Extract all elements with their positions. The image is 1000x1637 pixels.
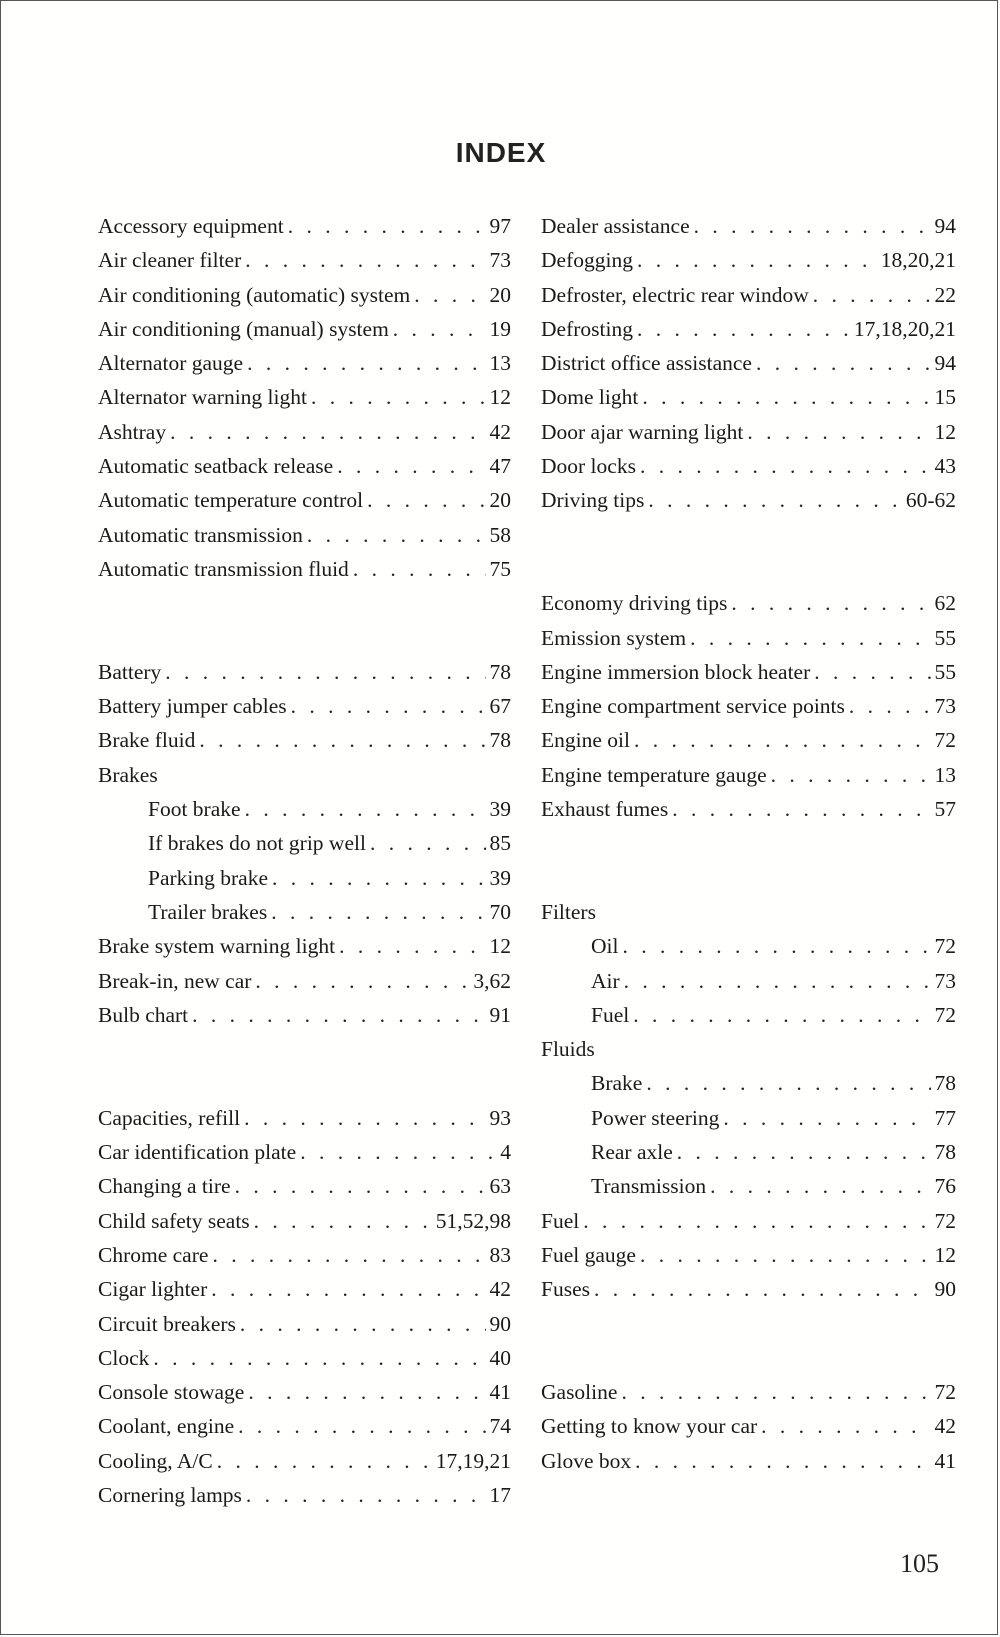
index-term: Automatic seatback release	[98, 454, 334, 479]
dot-leader	[646, 1066, 930, 1100]
index-page-ref: 4	[500, 1140, 511, 1165]
index-entry	[541, 415, 956, 449]
dot-leader	[771, 758, 931, 792]
index-entry	[98, 1307, 511, 1341]
dot-leader	[756, 346, 931, 380]
index-entry	[98, 1135, 511, 1169]
index-term: Economy driving tips	[541, 591, 728, 616]
index-term: Car identification plate	[98, 1140, 297, 1165]
dot-leader	[731, 586, 930, 620]
dot-leader	[370, 826, 486, 860]
index-entry	[98, 278, 511, 312]
index-heading	[541, 895, 956, 929]
dot-leader	[583, 1204, 930, 1238]
index-subentry	[541, 998, 956, 1032]
index-page-ref: 51,52,98	[435, 1208, 511, 1233]
page-title: INDEX	[455, 137, 547, 168]
index-page-ref: 72	[934, 1208, 956, 1233]
index-term: Door locks	[541, 454, 636, 479]
dot-leader	[211, 1272, 485, 1306]
index-term: Brake fluid	[98, 728, 196, 753]
index-term: Dome light	[541, 385, 639, 410]
index-term: Defroster, electric rear window	[541, 282, 809, 307]
index-term: Fluids	[541, 1037, 595, 1062]
index-page-ref: 94	[934, 214, 956, 238]
index-term: Fuel gauge	[541, 1242, 636, 1267]
index-page-ref: 57	[934, 797, 956, 822]
index-page-ref: 73	[489, 248, 511, 273]
dot-leader	[311, 380, 486, 414]
index-spacer	[98, 1066, 511, 1100]
index-page-ref: 85	[489, 831, 511, 856]
index-term: Clock	[98, 1345, 150, 1370]
index-entry	[98, 483, 511, 517]
index-page-ref: 60-62	[905, 488, 956, 513]
dot-leader	[254, 1204, 432, 1238]
index-term: Air cleaner filter	[98, 248, 242, 273]
index-term: Dealer assistance	[541, 214, 690, 238]
index-entry	[541, 243, 956, 277]
dot-leader	[300, 1135, 496, 1169]
index-term: Automatic temperature control	[98, 488, 364, 513]
dot-leader	[244, 1101, 485, 1135]
dot-leader	[813, 278, 931, 312]
dot-leader	[761, 1409, 930, 1443]
dot-leader	[337, 449, 485, 483]
index-entry	[541, 1409, 956, 1443]
dot-leader	[622, 929, 930, 963]
index-entry	[98, 1169, 511, 1203]
index-page-ref: 39	[489, 865, 511, 890]
index-page-ref: 40	[489, 1345, 511, 1370]
index-entry	[98, 689, 511, 723]
dot-leader	[247, 346, 485, 380]
index-page-ref: 78	[934, 1140, 956, 1165]
index-term: Changing a tire	[98, 1174, 231, 1199]
index-term: Defrosting	[541, 316, 633, 341]
index-term: Door ajar warning light	[541, 419, 744, 444]
index-entry	[541, 655, 956, 689]
index-term: Air conditioning (automatic) system	[98, 282, 411, 307]
index-entry	[541, 380, 956, 414]
index-term: Fuel	[591, 1002, 630, 1027]
dot-leader	[648, 483, 902, 517]
index-term: Engine compartment service points	[541, 694, 845, 719]
index-subentry	[98, 792, 511, 826]
index-entry	[98, 346, 511, 380]
index-entry	[541, 723, 956, 757]
dot-leader	[672, 792, 930, 826]
index-term: Circuit breakers	[98, 1311, 236, 1336]
index-page-ref: 12	[489, 934, 511, 959]
index-term: Automatic transmission	[98, 522, 303, 547]
dot-leader	[153, 1341, 485, 1375]
dot-leader	[849, 689, 931, 723]
index-entry	[541, 449, 956, 483]
index-term: Bulb chart	[98, 1002, 189, 1027]
dot-leader	[642, 380, 930, 414]
index-term: Brake	[591, 1071, 643, 1096]
index-page-ref: 72	[934, 1002, 956, 1027]
index-page-ref: 77	[934, 1105, 956, 1130]
index-term: Air conditioning (manual) system	[98, 316, 389, 341]
index-page-ref: 13	[934, 762, 956, 787]
index-entry	[98, 1238, 511, 1272]
index-page-ref: 12	[489, 385, 511, 410]
index-page-ref: 83	[489, 1242, 511, 1267]
index-entry	[541, 689, 956, 723]
index-entry	[98, 964, 511, 998]
index-term: Brake system warning light	[98, 934, 336, 959]
dot-leader	[235, 1169, 486, 1203]
index-term: Fuses	[541, 1277, 590, 1302]
index-term: Glove box	[541, 1448, 632, 1473]
index-page-ref: 20	[489, 488, 511, 513]
index-subentry	[541, 1169, 956, 1203]
index-term: Power steering	[591, 1105, 720, 1130]
dot-leader	[245, 243, 485, 277]
index-entry	[98, 1409, 511, 1443]
index-term: Driving tips	[541, 488, 645, 513]
dot-leader	[640, 449, 931, 483]
index-page-ref: 75	[489, 556, 511, 581]
index-entry	[541, 1272, 956, 1306]
index-term: Rear axle	[591, 1140, 673, 1165]
index-term: Oil	[591, 934, 619, 959]
index-subentry	[541, 1135, 956, 1169]
index-page-ref: 22	[934, 282, 956, 307]
index-term: Alternator warning light	[98, 385, 307, 410]
dot-leader	[621, 1375, 930, 1409]
index-page-ref: 78	[934, 1071, 956, 1096]
index-entry	[541, 346, 956, 380]
index-term: Cornering lamps	[98, 1482, 242, 1507]
index-subentry	[98, 826, 511, 860]
index-spacer	[541, 1341, 956, 1375]
index-subentry	[541, 929, 956, 963]
index-page-ref: 17,19,21	[435, 1448, 511, 1473]
index-page-ref: 3,62	[473, 968, 511, 993]
index-spacer	[98, 586, 511, 620]
index-entry	[541, 1444, 956, 1478]
index-entry	[541, 758, 956, 792]
index-page-ref: 18,20,21	[880, 248, 956, 273]
index-term: Battery	[98, 659, 162, 684]
index-entry	[98, 998, 511, 1032]
index-page-ref: 47	[489, 454, 511, 479]
index-entry	[98, 1341, 511, 1375]
index-term: District office assistance	[541, 351, 752, 376]
index-term: Gasoline	[541, 1380, 618, 1405]
dot-leader	[240, 1307, 486, 1341]
index-entry	[541, 1238, 956, 1272]
dot-leader	[694, 209, 931, 243]
index-entry	[541, 278, 956, 312]
index-page-ref: 91	[489, 1002, 511, 1027]
dot-leader	[814, 655, 930, 689]
index-term: Brakes	[98, 762, 158, 787]
index-page-ref: 90	[934, 1277, 956, 1302]
dot-leader	[723, 1101, 930, 1135]
index-entry	[98, 1375, 511, 1409]
dot-leader	[170, 415, 485, 449]
index-term: Child safety seats	[98, 1208, 250, 1233]
dot-leader	[594, 1272, 931, 1306]
index-page-ref: 63	[489, 1174, 511, 1199]
index-entry	[541, 1204, 956, 1238]
index-term: Parking brake	[148, 865, 269, 890]
index-subentry	[98, 861, 511, 895]
index-entry	[541, 586, 956, 620]
dot-leader	[635, 1444, 930, 1478]
index-page-ref: 42	[934, 1414, 956, 1439]
index-page-ref: 20	[489, 282, 511, 307]
index-page-ref: 94	[934, 351, 956, 376]
dot-leader	[272, 861, 485, 895]
index-page-ref: 74	[489, 1414, 511, 1439]
index-entry	[98, 1101, 511, 1135]
dot-leader	[367, 483, 485, 517]
index-column-left	[98, 209, 511, 1512]
index-page-ref: 19	[489, 316, 511, 341]
index-entry	[541, 209, 956, 243]
dot-leader	[199, 723, 485, 757]
index-term: Air	[591, 968, 620, 993]
index-page-ref: 97	[489, 214, 511, 238]
index-page-ref: 76	[934, 1174, 956, 1199]
index-term: Alternator gauge	[98, 351, 244, 376]
index-entry	[541, 621, 956, 655]
page-number: 105	[900, 1549, 939, 1578]
index-page-ref: 55	[934, 625, 956, 650]
index-term: Exhaust fumes	[541, 797, 669, 822]
index-page-ref: 73	[934, 694, 956, 719]
index-entry	[541, 312, 956, 346]
dot-leader	[710, 1169, 930, 1203]
dot-leader	[640, 1238, 931, 1272]
dot-leader	[747, 415, 930, 449]
index-term: Engine temperature gauge	[541, 762, 767, 787]
index-page-ref: 67	[489, 694, 511, 719]
index-subentry	[541, 1101, 956, 1135]
dot-leader	[690, 621, 930, 655]
index-entry	[98, 1444, 511, 1478]
index-spacer	[541, 552, 956, 586]
index-spacer	[541, 861, 956, 895]
dot-leader	[353, 552, 486, 586]
index-term: Break-in, new car	[98, 968, 252, 993]
index-term: Coolant, engine	[98, 1414, 235, 1439]
index-page-ref: 39	[489, 797, 511, 822]
index-entry	[98, 1204, 511, 1238]
index-heading	[541, 1032, 956, 1066]
index-term: Cigar lighter	[98, 1277, 208, 1302]
index-term: If brakes do not grip well	[148, 831, 366, 856]
index-subentry	[541, 964, 956, 998]
index-term: Getting to know your car	[541, 1414, 758, 1439]
index-page-ref: 90	[489, 1311, 511, 1336]
index-entry	[98, 655, 511, 689]
index-page-ref: 58	[489, 522, 511, 547]
index-entry	[98, 1272, 511, 1306]
index-entry	[98, 929, 511, 963]
index-page-ref: 72	[934, 728, 956, 753]
dot-leader	[637, 243, 877, 277]
dot-leader	[677, 1135, 931, 1169]
dot-leader	[212, 1238, 485, 1272]
index-term: Emission system	[541, 625, 687, 650]
index-term: Capacities, refill	[98, 1105, 241, 1130]
index-entry	[98, 209, 511, 243]
index-spacer	[98, 621, 511, 655]
dot-leader	[246, 1478, 486, 1512]
index-term: Chrome care	[98, 1242, 209, 1267]
dot-leader	[248, 1375, 485, 1409]
index-term: Engine oil	[541, 728, 630, 753]
index-term: Engine immersion block heater	[541, 659, 811, 684]
index-term: Foot brake	[148, 797, 241, 822]
index-page-ref: 17,18,20,21	[853, 316, 956, 341]
index-page-ref: 62	[934, 591, 956, 616]
dot-leader	[624, 964, 931, 998]
index-term: Automatic transmission fluid	[98, 556, 349, 581]
dot-leader	[414, 278, 485, 312]
index-entry	[98, 552, 511, 586]
dot-leader	[288, 209, 486, 243]
index-page-ref: 42	[489, 419, 511, 444]
index-page-ref: 55	[934, 659, 956, 684]
index-entry	[98, 1478, 511, 1512]
dot-leader	[637, 312, 850, 346]
dot-leader	[192, 998, 485, 1032]
index-term: Cooling, A/C	[98, 1448, 213, 1473]
dot-leader	[291, 689, 486, 723]
index-term: Console stowage	[98, 1380, 245, 1405]
index-subentry	[98, 895, 511, 929]
index-page-ref: 13	[489, 351, 511, 376]
index-spacer	[541, 826, 956, 860]
index-entry	[541, 483, 956, 517]
dot-leader	[634, 723, 931, 757]
index-page-ref: 15	[934, 385, 956, 410]
dot-leader	[165, 655, 485, 689]
index-page-ref: 12	[934, 1242, 956, 1267]
dot-leader	[245, 792, 486, 826]
index-page-ref: 42	[489, 1277, 511, 1302]
index-page-ref: 41	[489, 1380, 511, 1405]
index-column-right	[541, 209, 956, 1478]
index-term: Ashtray	[98, 419, 167, 444]
dot-leader	[255, 964, 469, 998]
index-page-ref: 72	[934, 934, 956, 959]
index-page-ref: 43	[934, 454, 956, 479]
index-term: Fuel	[541, 1208, 580, 1233]
index-spacer	[98, 1032, 511, 1066]
index-subentry	[541, 1066, 956, 1100]
index-page-ref: 72	[934, 1380, 956, 1405]
index-entry	[98, 415, 511, 449]
index-page-ref: 93	[489, 1105, 511, 1130]
dot-leader	[271, 895, 485, 929]
index-page-ref: 17	[489, 1482, 511, 1507]
index-page-ref: 12	[934, 419, 956, 444]
index-term: Battery jumper cables	[98, 694, 287, 719]
index-entry	[98, 380, 511, 414]
index-term: Transmission	[591, 1174, 707, 1199]
index-page-ref: 78	[489, 659, 511, 684]
index-page-ref: 73	[934, 968, 956, 993]
dot-leader	[217, 1444, 432, 1478]
index-page-ref: 78	[489, 728, 511, 753]
index-spacer	[541, 518, 956, 552]
index-spacer	[541, 1307, 956, 1341]
index-term: Trailer brakes	[148, 899, 268, 924]
index-entry	[98, 518, 511, 552]
index-entry	[98, 723, 511, 757]
index-term: Filters	[541, 899, 596, 924]
index-entry	[541, 792, 956, 826]
dot-leader	[393, 312, 486, 346]
index-entry	[98, 449, 511, 483]
index-heading	[98, 758, 511, 792]
index-page-ref: 41	[934, 1448, 956, 1473]
index-entry	[541, 1375, 956, 1409]
dot-leader	[238, 1409, 485, 1443]
index-entry	[98, 243, 511, 277]
index-term: Accessory equipment	[98, 214, 284, 238]
dot-leader	[633, 998, 930, 1032]
dot-leader	[307, 518, 486, 552]
index-term: Defogging	[541, 248, 633, 273]
dot-leader	[339, 929, 485, 963]
index-entry	[98, 312, 511, 346]
index-page-ref: 70	[489, 899, 511, 924]
